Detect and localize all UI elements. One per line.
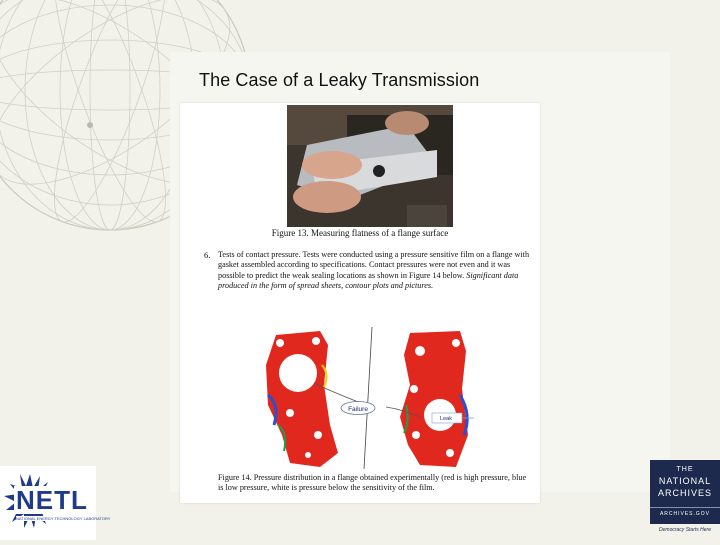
archives-line3: ARCHIVES bbox=[657, 488, 712, 498]
netl-logo bbox=[0, 466, 111, 540]
netl-name: NETL bbox=[16, 485, 88, 515]
item-number: 6. bbox=[204, 250, 211, 260]
archives-line4: ARCHIVES.GOV bbox=[650, 507, 720, 517]
figure13-caption: Figure 13. Measuring flatness of a flange surface bbox=[271, 228, 449, 238]
failure-label: Failure bbox=[348, 406, 368, 413]
leak-label: Leak bbox=[440, 416, 452, 422]
item-text-italic: Significant data produced in the form of spread sheets, contour plots and pictures. bbox=[218, 270, 519, 291]
pressure-distribution-figure bbox=[260, 325, 480, 471]
archives-line2: NATIONAL bbox=[658, 476, 712, 486]
item-paragraph bbox=[218, 250, 533, 292]
item-text: Tests of contact pressure. Tests were conducted using a pressure sensitive film on a flange with gasket assembled according to specifications. Contact pressures were not even and it was possible to predict the weak sealing locations as shown in Figure 14 below. bbox=[218, 250, 530, 280]
national-archives-logo bbox=[650, 460, 720, 540]
flange-photo bbox=[287, 105, 453, 227]
figure14-caption: Figure 14. Pressure distribution in a flange obtained experimentally (red is high pressure, blue is low pressure, white is pressure below the sensitivity of the film. bbox=[218, 473, 527, 493]
netl-tagline: NATIONAL ENERGY TECHNOLOGY LABORATORY bbox=[16, 516, 111, 521]
archives-line5: Democracy Starts Here bbox=[659, 527, 711, 533]
document-image bbox=[180, 103, 540, 503]
left-flange bbox=[266, 331, 338, 467]
right-flange bbox=[400, 331, 468, 467]
archives-line1: THE bbox=[676, 466, 694, 473]
slide-title: The Case of a Leaky Transmission bbox=[199, 70, 480, 90]
